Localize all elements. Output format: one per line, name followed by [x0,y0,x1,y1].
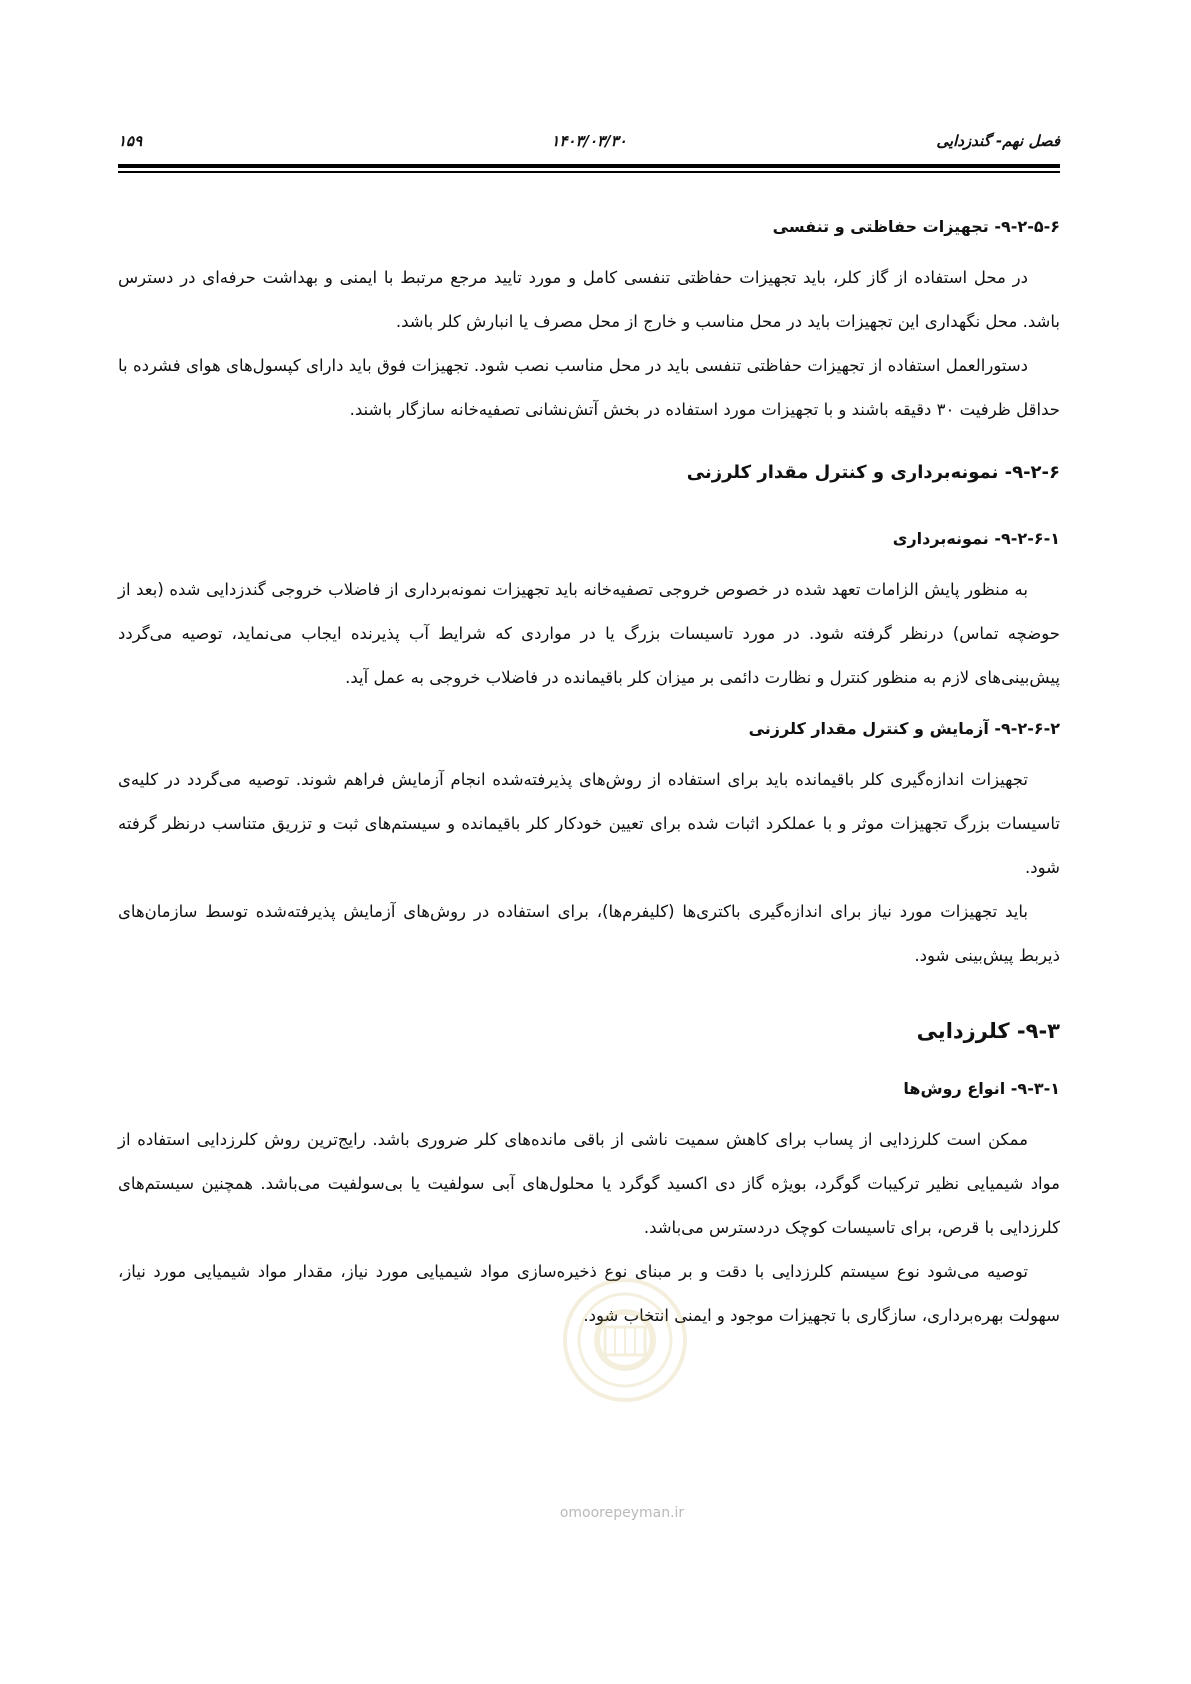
section-heading: ۹-۲-۶-۱- نمونه‌برداری [892,529,1060,548]
section-heading: ۹-۲-۶- نمونه‌برداری و کنترل مقدار کلرزنی [686,462,1060,483]
section-heading: ۹-۲-۵-۶- تجهیزات حفاظتی و تنفسی [772,217,1060,236]
seal-watermark-icon [560,1275,690,1405]
page-number: ۱۵۹ [118,132,143,150]
header-rule-thin [118,171,1060,173]
section-heading: ۹-۲-۶-۲- آزمایش و کنترل مقدار کلرزنی [748,719,1060,738]
paragraph: در محل استفاده از گاز کلر، باید تجهیزات حفاظتی تنفسی کامل و مورد تایید مرجع مرتبط با ایمنی و بهداشت حرفه‌ای در دسترس باشد. محل نگهداری این تجهیزات باید در محل مناسب و خارج از محل مصرف یا انبارش کلر باشد. [118,268,1060,331]
watermark-url: omoorepeyman.ir [559,1505,685,1521]
section-heading: ۹-۳-۱- انواع روش‌ها [903,1079,1060,1098]
chapter-title: فصل نهم- گندزدایی [936,132,1060,150]
paragraph: ممکن است کلرزدایی از پساب برای کاهش سمیت ناشی از باقی مانده‌های کلر ضروری باشد. رایج‌ترین روش کلرزدایی استفاده از مواد شیمیایی نظیر ترکیبات گوگرد، بویژه گاز دی اکسید گوگرد یا محلول‌های آبی سولفیت یا بی‌سولفیت می‌باشد. همچنین سیستم‌های کلرزدایی با قرص، برای تاسیسات کوچک دردسترس می‌باشد. [118,1130,1060,1237]
page-body [118,212,1060,1338]
paragraph: توصیه می‌شود نوع سیستم کلرزدایی با دقت و بر مبنای نوع ذخیره‌سازی مواد شیمیایی مورد نیاز، مقدار مواد شیمیایی مورد نیاز، سهولت بهره‌برداری، سازگاری با تجهیزات موجود و ایمنی انتخاب شود. [118,1262,1060,1325]
header-date: ۱۴۰۳/۰۳/۳۰ [551,132,627,150]
header-rule-thick [118,164,1060,168]
paragraph: باید تجهیزات مورد نیاز برای اندازه‌گیری باکتری‌ها (کلیفرم‌ها)، برای استفاده در روش‌های آزمایش پذیرفته‌شده توسط سازمان‌های ذیربط پیش‌بینی شود. [118,902,1060,965]
page-header [118,128,1060,158]
section-heading: ۹-۳- کلرزدایی [916,1019,1060,1043]
paragraph: تجهیزات اندازه‌گیری کلر باقیمانده باید برای استفاده از روش‌های پذیرفته‌شده انجام آزمایش فراهم شوند. توصیه می‌گردد در کلیه‌ی تاسیسات بزرگ تجهیزات موثر و با عملکرد اثبات شده برای تعیین خودکار کلر باقیمانده و سیستم‌های ثبت و تزریق متناسب درنظر گرفته شود. [118,770,1060,877]
paragraph: به منظور پایش الزامات تعهد شده در خصوص خروجی تصفیه‌خانه باید تجهیزات نمونه‌برداری از فاضلاب خروجی گندزدایی شده (بعد از حوضچه تماس) درنظر گرفته شود. در مورد تاسیسات بزرگ یا در مواردی که شرایط آب پذیرنده ایجاب می‌نماید، توصیه می‌گردد پیش‌بینی‌های لازم به منظور کنترل و نظارت دائمی بر میزان کلر باقیمانده در فاضلاب خروجی به عمل آید. [118,580,1060,687]
paragraph: دستورالعمل استفاده از تجهیزات حفاظتی تنفسی باید در محل مناسب نصب شود. تجهیزات فوق باید دارای کپسول‌های هوای فشرده با حداقل ظرفیت ۳۰ دقیقه باشند و با تجهیزات مورد استفاده در بخش آتش‌نشانی تصفیه‌خانه سازگار باشند. [118,356,1060,419]
